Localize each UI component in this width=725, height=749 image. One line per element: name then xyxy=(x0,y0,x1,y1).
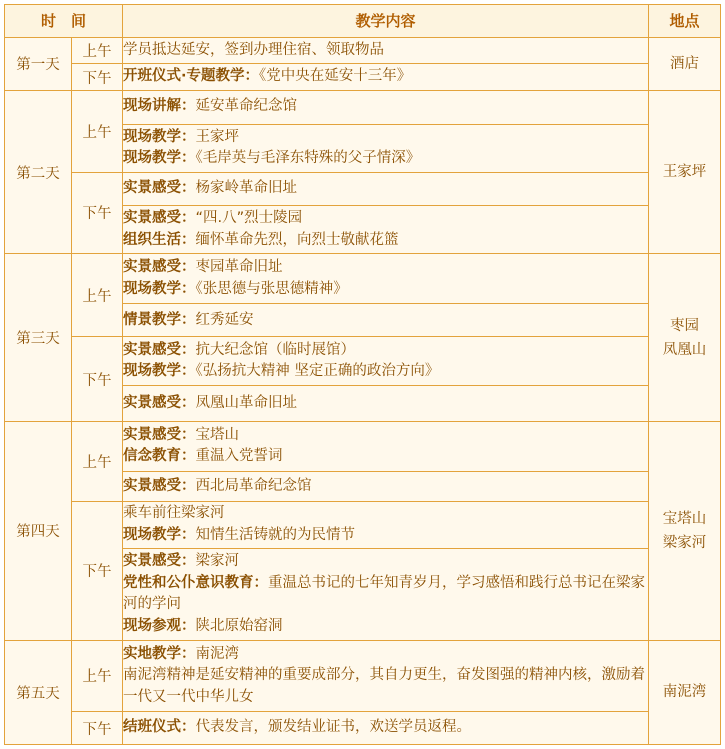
schedule-body xyxy=(5,37,721,744)
content-text: 学员抵达延安，签到办理住宿、领取物品 xyxy=(123,41,385,58)
content-line xyxy=(123,551,648,573)
content-keyword: 结班仪式： xyxy=(123,719,196,736)
schedule-row xyxy=(5,37,721,64)
content-keyword: 实景感受： xyxy=(123,259,196,276)
content-line xyxy=(123,340,648,362)
pm-label: 下午 xyxy=(72,172,123,254)
content-text: 缅怀革命先烈，向烈士敬献花篮 xyxy=(195,231,399,248)
am-label: 上午 xyxy=(72,37,123,64)
content-cell xyxy=(123,206,649,254)
location-cell: 南泥湾 xyxy=(649,640,721,744)
am-label: 上午 xyxy=(72,90,123,172)
pm-label: 下午 xyxy=(72,712,123,745)
content-line xyxy=(123,230,648,252)
content-cell xyxy=(123,90,649,124)
content-cell xyxy=(123,64,649,91)
content-line xyxy=(123,66,648,88)
content-cell xyxy=(123,172,649,206)
content-text: 《弘扬抗大精神 坚定正确的政治方向》 xyxy=(195,363,440,380)
day-label: 第二天 xyxy=(5,90,72,254)
content-text: 南泥湾精神是延安精神的重要成部分，其自力更生，奋发图强的精神内核，激励着一代又一代中华儿女 xyxy=(123,667,646,705)
header-location: 地点 xyxy=(649,5,721,38)
pm-label: 下午 xyxy=(72,337,123,422)
content-line xyxy=(123,148,648,170)
header-time: 时 间 xyxy=(5,5,123,38)
day-label: 第一天 xyxy=(5,37,72,90)
content-keyword: 现场教学： xyxy=(123,526,196,543)
schedule-row xyxy=(5,421,721,471)
content-cell xyxy=(123,337,649,386)
content-keyword: 开班仪式·专题教学： xyxy=(123,68,260,85)
schedule-row xyxy=(5,172,721,206)
content-keyword: 实景感受： xyxy=(123,180,196,197)
content-keyword: 现场教学： xyxy=(123,280,196,297)
content-keyword: 组织生活： xyxy=(123,231,196,248)
content-text: 凤凰山革命旧址 xyxy=(195,394,298,411)
content-cell xyxy=(123,501,649,548)
location-cell xyxy=(649,254,721,422)
location-line: 枣园 xyxy=(670,317,700,334)
content-text: 《张思德与张思德精神》 xyxy=(195,280,348,297)
content-cell xyxy=(123,304,649,337)
schedule-row xyxy=(5,254,721,304)
content-line xyxy=(123,310,648,332)
content-text: 重温总书记的七年知青岁月，学习感悟和践行总书记在梁家河的学问 xyxy=(123,574,646,613)
schedule-row xyxy=(5,90,721,124)
content-keyword: 实景感受： xyxy=(123,553,196,570)
content-text: 抗大纪念馆（临时展馆） xyxy=(195,341,356,358)
content-keyword: 实景感受： xyxy=(123,210,196,227)
schedule-row xyxy=(5,640,721,712)
content-line xyxy=(123,425,648,447)
am-label: 上午 xyxy=(72,421,123,501)
content-text: 知情生活铸就的为民情节 xyxy=(195,526,356,543)
content-cell xyxy=(123,37,649,64)
content-text: 延安革命纪念馆 xyxy=(195,98,298,115)
content-keyword: 现场教学： xyxy=(123,363,196,380)
content-keyword: 实景感受： xyxy=(123,341,196,358)
content-keyword: 信念教育： xyxy=(123,448,196,465)
day-label: 第三天 xyxy=(5,254,72,422)
content-keyword: 实景感受： xyxy=(123,477,196,494)
content-keyword: 情景教学： xyxy=(123,311,196,328)
location-cell: 酒店 xyxy=(649,37,721,90)
content-line xyxy=(123,279,648,301)
content-keyword: 实地教学： xyxy=(123,645,196,662)
content-keyword: 现场教学： xyxy=(123,128,196,145)
schedule-row xyxy=(5,501,721,548)
schedule-row xyxy=(5,712,721,745)
content-cell xyxy=(123,254,649,304)
content-text: 王家坪 xyxy=(195,128,240,145)
content-text: 枣园革命旧址 xyxy=(195,259,283,276)
content-text: 南泥湾 xyxy=(195,645,240,662)
am-label: 上午 xyxy=(72,640,123,712)
content-text: 梁家河 xyxy=(195,553,240,570)
location-line: 凤凰山 xyxy=(662,341,707,358)
content-keyword: 现场教学： xyxy=(123,150,196,167)
content-line xyxy=(123,476,648,498)
content-line xyxy=(123,257,648,279)
header-content: 教学内容 xyxy=(123,5,649,38)
content-text: 西北局革命纪念馆 xyxy=(195,477,312,494)
content-text: 重温入党誓词 xyxy=(195,448,283,465)
content-line xyxy=(123,503,648,525)
content-text: 杨家岭革命旧址 xyxy=(195,180,298,197)
content-line xyxy=(123,127,648,149)
content-keyword: 现场参观： xyxy=(123,617,196,634)
content-text: 乘车前往梁家河 xyxy=(123,505,225,522)
content-line xyxy=(123,208,648,230)
content-line xyxy=(123,361,648,383)
content-cell xyxy=(123,640,649,712)
content-text: “四.八”烈士陵园 xyxy=(195,210,303,227)
header-row xyxy=(5,5,721,38)
location-line: 宝塔山 xyxy=(662,510,707,527)
content-cell xyxy=(123,472,649,502)
content-text: 代表发言，颁发结业证书，欢送学员返程。 xyxy=(195,719,472,736)
content-line xyxy=(123,644,648,666)
content-line xyxy=(123,717,648,739)
content-text: 陕北原始窑洞 xyxy=(195,617,283,634)
schedule-table xyxy=(4,4,721,745)
content-cell xyxy=(123,548,649,640)
content-line xyxy=(123,96,648,118)
content-line xyxy=(123,178,648,200)
am-label: 上午 xyxy=(72,254,123,337)
location-line: 梁家河 xyxy=(662,534,707,551)
content-cell xyxy=(123,421,649,471)
day-label: 第五天 xyxy=(5,640,72,744)
content-keyword: 实景感受： xyxy=(123,394,196,411)
schedule-row xyxy=(5,337,721,386)
location-cell xyxy=(649,421,721,640)
content-keyword: 实景感受： xyxy=(123,426,196,443)
content-text: 宝塔山 xyxy=(195,426,240,443)
schedule-row xyxy=(5,64,721,91)
content-cell xyxy=(123,124,649,172)
content-keyword: 党性和公仆意识教育： xyxy=(123,574,269,591)
pm-label: 下午 xyxy=(72,64,123,91)
content-line xyxy=(123,393,648,415)
content-text: 《党中央在延安十三年》 xyxy=(259,68,412,85)
content-cell xyxy=(123,386,649,422)
content-line xyxy=(123,40,648,62)
location-cell: 王家坪 xyxy=(649,90,721,254)
content-text: 《毛岸英与毛泽东特殊的父子情深》 xyxy=(195,150,421,167)
content-line xyxy=(123,446,648,468)
content-line xyxy=(123,616,648,638)
day-label: 第四天 xyxy=(5,421,72,640)
content-keyword: 现场讲解： xyxy=(123,98,196,115)
content-line xyxy=(123,525,648,547)
pm-label: 下午 xyxy=(72,501,123,640)
content-line xyxy=(123,665,648,708)
content-line xyxy=(123,573,648,616)
content-text: 红秀延安 xyxy=(195,311,254,328)
content-cell xyxy=(123,712,649,745)
